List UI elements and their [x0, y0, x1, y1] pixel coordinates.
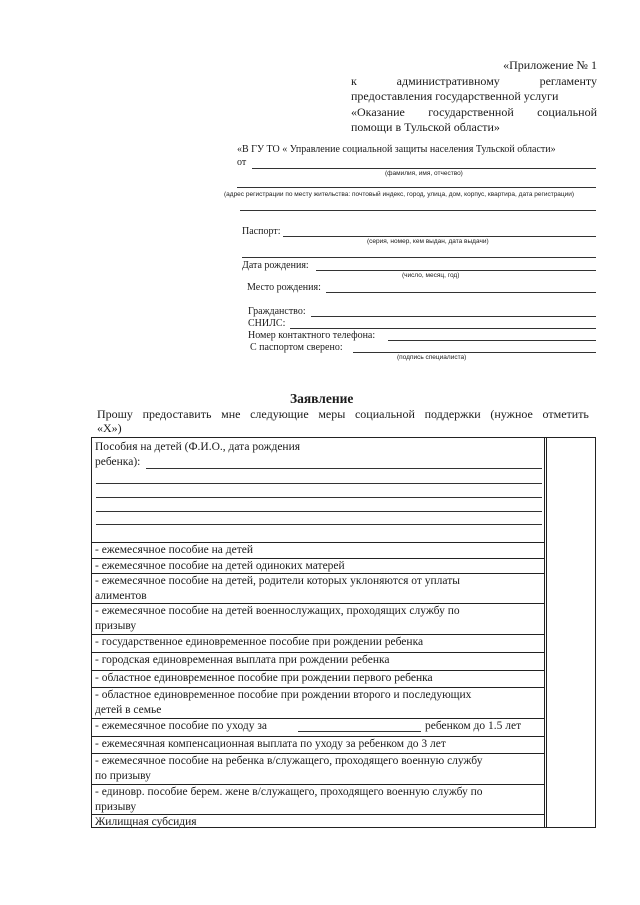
snils-field[interactable] — [290, 328, 596, 329]
word: меры — [318, 407, 346, 421]
passport-label: Паспорт: — [242, 226, 281, 237]
row-text-tail: ребенком до 1.5 лет — [425, 720, 522, 732]
statement-intro-line1 — [97, 407, 589, 421]
word: поддержки — [424, 407, 481, 421]
child-fill-line[interactable] — [96, 497, 542, 498]
address-field-2[interactable] — [240, 210, 596, 211]
word: к — [351, 73, 357, 88]
address-field-1[interactable] — [237, 187, 596, 188]
word: следующие — [250, 407, 309, 421]
word: отметить — [542, 407, 589, 421]
benefit-row[interactable] — [92, 687, 544, 718]
children-benefits-header — [95, 440, 300, 470]
word: административному — [396, 73, 500, 88]
addressee-line: «В ГУ ТО « Управление социальной защиты населения Тульской области» — [237, 144, 556, 155]
benefit-row[interactable] — [92, 558, 544, 573]
row-text: - ежемесячное пособие на ребенка в/служащего, проходящего военную службу — [95, 755, 483, 767]
fio-field[interactable] — [252, 168, 596, 169]
signature-hint: (подпись специалиста) — [397, 354, 467, 361]
passport-field[interactable] — [283, 236, 596, 237]
row-text: - государственное единовременное пособие при рождении ребенка — [95, 636, 424, 648]
word: предоставить — [142, 407, 212, 421]
statement-title: Заявление — [290, 391, 354, 406]
benefits-table — [91, 437, 596, 828]
row-text: - ежемесячное пособие на детей военнослужащих, проходящих службу по — [95, 605, 460, 617]
word: регламенту — [539, 73, 597, 88]
appendix-line5: помощи в Тульской области» — [351, 120, 500, 134]
benefit-row[interactable] — [92, 753, 544, 784]
benefit-row[interactable] — [92, 652, 544, 670]
row-text: - ежемесячное пособие на детей одиноких матерей — [95, 560, 345, 572]
header-line: ребенка): — [95, 456, 141, 468]
benefit-row[interactable] — [92, 784, 544, 814]
word: «Оказание — [351, 104, 405, 119]
address-hint: (адрес регистрации по месту жительства: почтовый индекс, город, улица, дом, корпус, квартира, дата регистрации) — [224, 191, 575, 198]
word: социальной — [537, 104, 597, 119]
passport-field-2[interactable] — [242, 257, 596, 258]
row-text: - городская единовременная выплата при рождении ребенка — [95, 654, 390, 666]
benefit-row[interactable] — [92, 670, 544, 687]
checkbox-column-border-2 — [546, 438, 547, 827]
row-text: - областное единовременное пособие при рождении первого ребенка — [95, 672, 433, 684]
row-text: алиментов — [95, 590, 147, 602]
birthdate-field[interactable] — [316, 270, 596, 271]
passport-hint: (серия, номер, кем выдан, дата выдачи) — [367, 238, 489, 245]
appendix-title: «Приложение № 1 — [503, 58, 597, 72]
benefit-row[interactable] — [92, 718, 544, 736]
birthplace-label: Место рождения: — [247, 282, 321, 293]
child-fill-line[interactable] — [96, 511, 542, 512]
word: социальной — [354, 407, 415, 421]
word: мне — [221, 407, 241, 421]
benefit-row[interactable] — [92, 573, 544, 603]
benefit-row[interactable] — [92, 736, 544, 753]
appendix-line3: предоставления государственной услуги — [351, 89, 559, 103]
benefit-row[interactable] — [92, 542, 544, 558]
word: государственной — [428, 104, 514, 119]
word: (нужное — [490, 407, 533, 421]
birthdate-label: Дата рождения: — [242, 260, 309, 271]
child-age-fill-line[interactable] — [298, 731, 421, 732]
row-text: детей в семье — [95, 704, 162, 716]
row-text: - единовр. пособие берем. жене в/служащего, проходящего военную службу по — [95, 786, 483, 798]
phone-field[interactable] — [388, 340, 596, 341]
signature-field[interactable] — [353, 352, 596, 353]
header-line: Пособия на детей (Ф.И.О., дата рождения — [95, 441, 301, 453]
verified-label: С паспортом сверено: — [250, 342, 343, 353]
statement-intro-line2: «Х») — [97, 421, 122, 435]
citizenship-field[interactable] — [311, 316, 596, 317]
benefit-row[interactable] — [92, 603, 544, 634]
row-text: призыву — [95, 620, 137, 632]
appendix-block — [351, 58, 597, 136]
checkbox-column-border — [544, 438, 545, 827]
appendix-line4 — [351, 105, 597, 121]
fio-hint: (фамилия, имя, отчество) — [385, 170, 463, 177]
birthdate-hint: (число, месяц, год) — [402, 272, 460, 279]
citizenship-label: Гражданство: — [248, 306, 306, 317]
benefit-row[interactable] — [92, 634, 544, 652]
row-text: - ежемесячная компенсационная выплата по уходу за ребенком до 3 лет — [95, 738, 446, 750]
row-text: - ежемесячное пособие на детей — [95, 544, 253, 556]
child-fill-line[interactable] — [146, 468, 542, 469]
from-label: от — [237, 157, 247, 168]
benefit-row[interactable] — [92, 814, 544, 828]
appendix-line2 — [351, 74, 597, 90]
row-text: по призыву — [95, 770, 151, 782]
word: Прошу — [97, 407, 133, 421]
row-text: Жилищная субсидия — [95, 816, 197, 828]
row-text: - ежемесячное пособие по уходу за — [95, 720, 267, 732]
phone-label: Номер контактного телефона: — [248, 330, 376, 341]
child-fill-line[interactable] — [96, 483, 542, 484]
snils-label: СНИЛС: — [248, 318, 286, 329]
birthplace-field[interactable] — [326, 292, 596, 293]
row-text: призыву — [95, 801, 137, 813]
child-fill-line[interactable] — [96, 524, 542, 525]
row-text: - ежемесячное пособие на детей, родители которых уклоняются от уплаты — [95, 575, 460, 587]
row-text: - областное единовременное пособие при рождении второго и последующих — [95, 689, 472, 701]
